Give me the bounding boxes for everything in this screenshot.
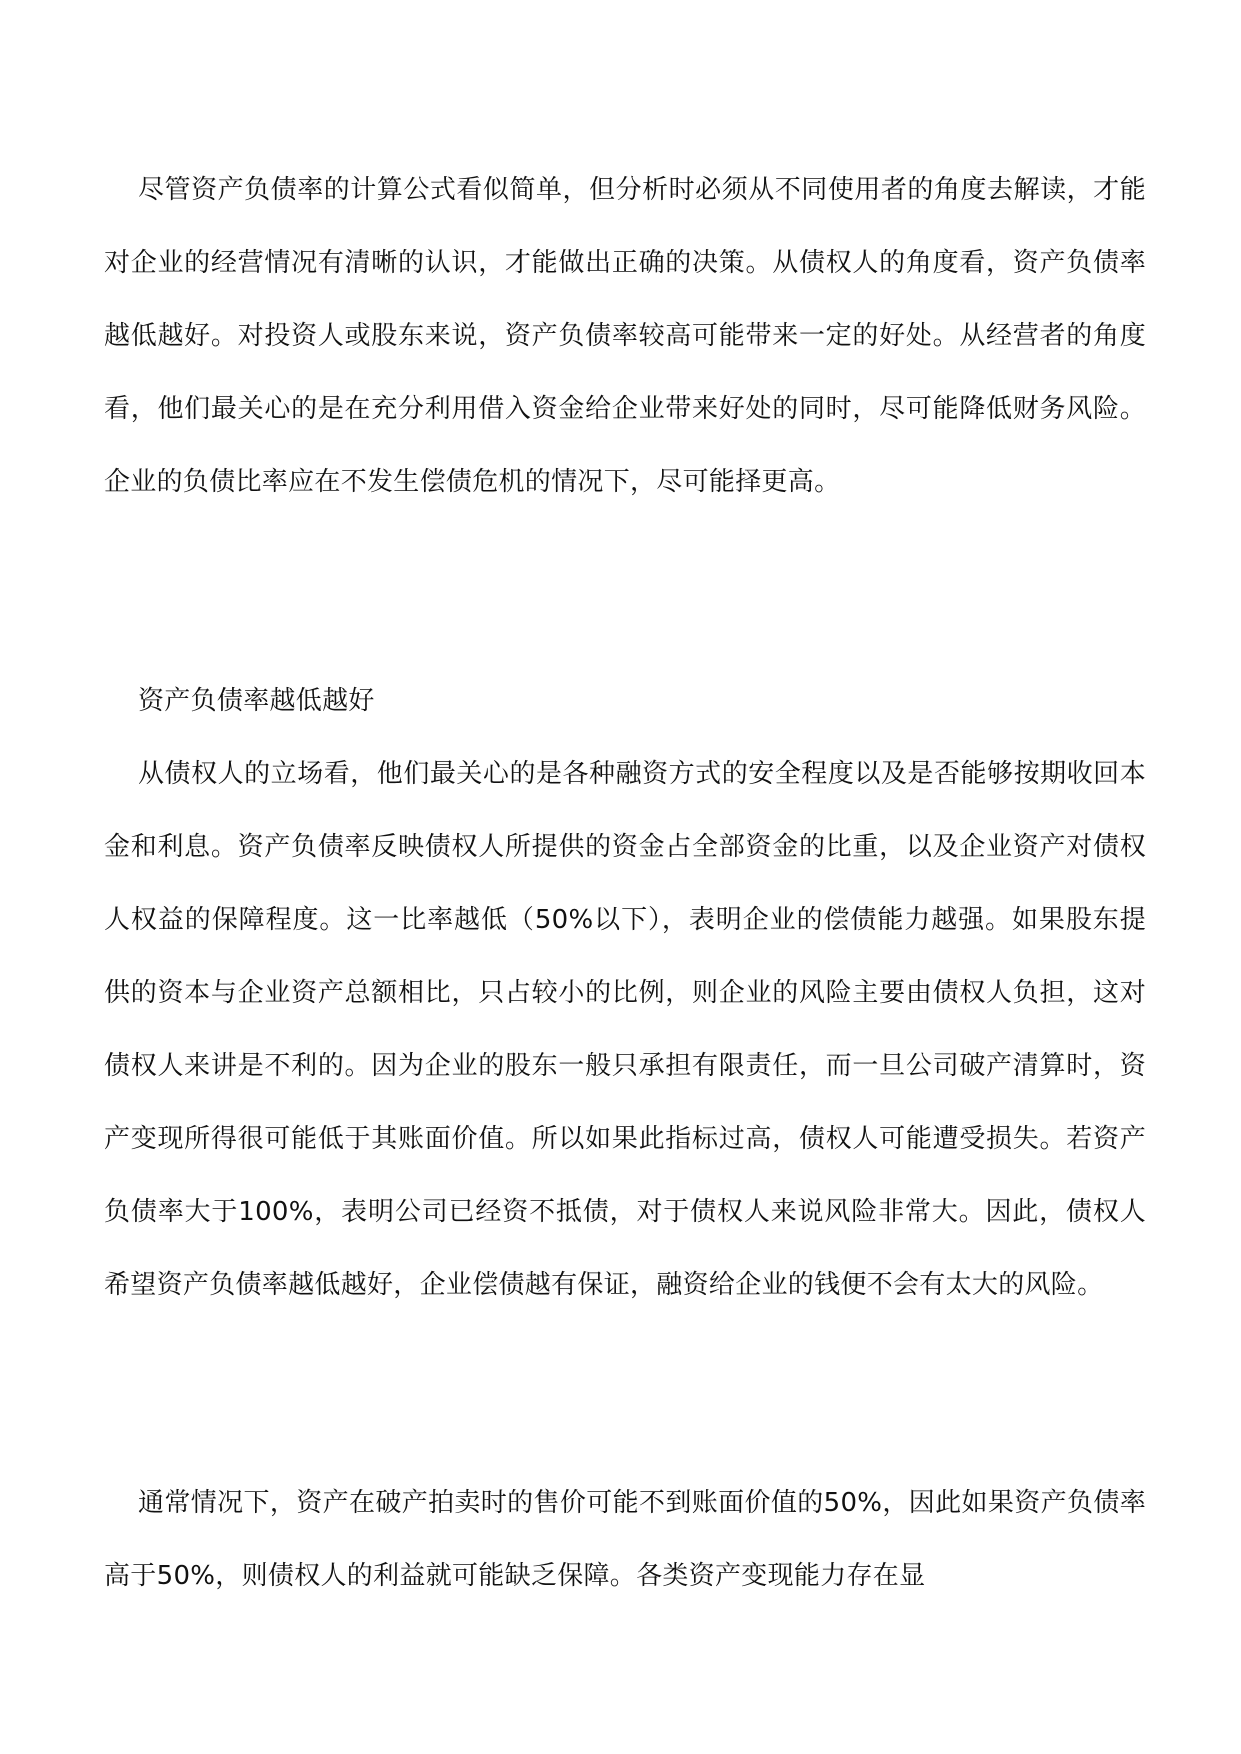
paragraph-intro: 尽管资产负债率的计算公式看似简单，但分析时必须从不同使用者的角度去解读，才能对企业的经营情况有清晰的认识，才能做出正确的决策。从债权人的角度看，资产负债率越低越好。对投资人或股东来说，资产负债率较高可能带来一定的好处。从经营者的角度看，他们最关心的是在充分利用借入资金给企业带来好处的同时，尽可能降低财务风险。企业的负债比率应在不发生偿债危机的情况下，尽可能择更高。 xyxy=(104,175,1146,497)
section-heading: 资产负债率越低越好 xyxy=(138,686,375,716)
paragraph-bankruptcy: 通常情况下，资产在破产拍卖时的售价可能不到账面价值的50%，因此如果资产负债率高于50%，则债权人的利益就可能缺乏保障。各类资产变现能力存在显 xyxy=(104,1488,1146,1591)
paragraph-creditor-view: 从债权人的立场看，他们最关心的是各种融资方式的安全程度以及是否能够按期收回本金和利息。资产负债率反映债权人所提供的资金占全部资金的比重，以及企业资产对债权人权益的保障程度。这一比率越低（50%以下），表明企业的偿债能力越强。如果股东提供的资本与企业资产总额相比，只占较小的比例，则企业的风险主要由债权人负担，这对债权人来讲是不利的。因为企业的股东一般只承担有限责任，而一旦公司破产清算时，资产变现所得很可能低于其账面价值。所以如果此指标过高，债权人可能遭受损失。若资产负债率大于100%，表明公司已经资不抵债，对于债权人来说风险非常大。因此，债权人希望资产负债率越低越好，企业偿债越有保证，融资给企业的钱便不会有太大的风险。 xyxy=(104,759,1146,1300)
